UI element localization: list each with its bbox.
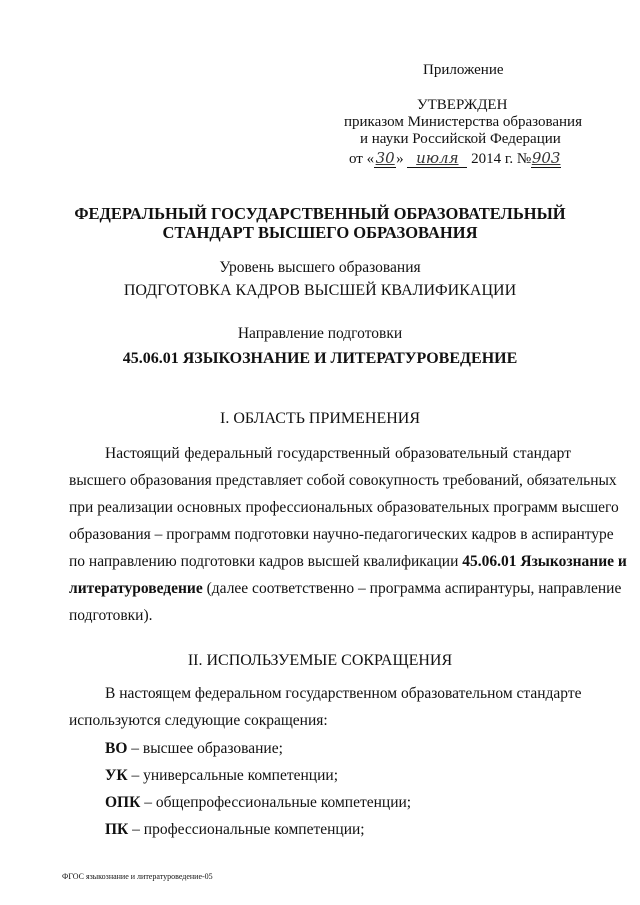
direction-label: Направление подготовки [237, 325, 403, 342]
section-2-heading: II. ИСПОЛЬЗУЕМЫЕ СОКРАЩЕНИЯ [187, 652, 453, 669]
paragraph-line: используются следующие сокращения: [69, 712, 328, 729]
abbreviation-code: ВО [105, 740, 128, 757]
abbreviation-text: – общепрофессиональные компетенции; [140, 794, 412, 811]
date-mid: » [396, 151, 404, 167]
level-label: Уровень высшего образования [219, 259, 421, 276]
paragraph-text: по направлению подготовки кадров высшей квалификации [69, 553, 463, 570]
abbreviation-text: – профессиональные компетенции; [128, 821, 365, 838]
order-line-2: и науки Российской Федерации [360, 131, 561, 147]
paragraph-line: образования – программ подготовки научно-педагогических кадров в аспирантуре [69, 526, 614, 543]
direction-name-bold: литературоведение [69, 580, 203, 597]
abbreviation-text: – высшее образование; [127, 740, 283, 757]
section-2-intro [69, 680, 582, 734]
date-year: 2014 г. № [471, 151, 532, 167]
paragraph-line: при реализации основных профессиональных образовательных программ высшего [69, 499, 619, 516]
section-1-heading: I. ОБЛАСТЬ ПРИМЕНЕНИЯ [219, 410, 421, 427]
standard-title-line-2: СТАНДАРТ ВЫСШЕГО ОБРАЗОВАНИЯ [162, 223, 478, 242]
paragraph-line: Настоящий федеральный государственный образовательный стандарт [105, 445, 571, 462]
paragraph-line: В настоящем федеральном государственном образовательном стандарте [105, 685, 582, 702]
direction-name-bold: 45.06.01 Языкознание и [462, 553, 627, 570]
abbreviation-item [105, 794, 411, 812]
paragraph-line [69, 575, 622, 602]
paragraph-line [69, 548, 627, 575]
paragraph-text: (далее соответственно – программа аспирантуры, направление [202, 580, 622, 597]
appendix-label: Приложение [423, 62, 504, 78]
abbreviation-item [105, 821, 365, 839]
date-day: 30 [375, 149, 395, 167]
order-number: 903 [531, 149, 561, 167]
abbreviation-code: УК [105, 767, 128, 784]
abbreviation-code: ОПК [105, 794, 141, 811]
section-1-paragraph [69, 440, 627, 629]
date-prefix: от « [349, 151, 375, 167]
order-line-1: приказом Министерства образования [344, 114, 582, 130]
abbreviation-text: – универсальные компетенции; [127, 767, 338, 784]
approved-label: УТВЕРЖДЕН [417, 97, 508, 113]
abbreviation-item [105, 767, 338, 785]
footer-text: ФГОС языкознание и литературоведение-05 [62, 872, 213, 881]
direction-value: 45.06.01 ЯЗЫКОЗНАНИЕ И ЛИТЕРАТУРОВЕДЕНИЕ [122, 350, 518, 367]
abbreviation-item [105, 740, 283, 758]
abbreviation-code: ПК [105, 821, 129, 838]
standard-title-line-1: ФЕДЕРАЛЬНЫЙ ГОСУДАРСТВЕННЫЙ ОБРАЗОВАТЕЛЬНЫЙ [74, 204, 566, 223]
paragraph-line: высшего образования представляет собой совокупность требований, обязательных [69, 472, 617, 489]
level-value: ПОДГОТОВКА КАДРОВ ВЫСШЕЙ КВАЛИФИКАЦИИ [123, 282, 517, 299]
order-date-line [349, 149, 561, 168]
paragraph-line: подготовки). [69, 607, 153, 624]
date-month: июля [407, 149, 467, 168]
